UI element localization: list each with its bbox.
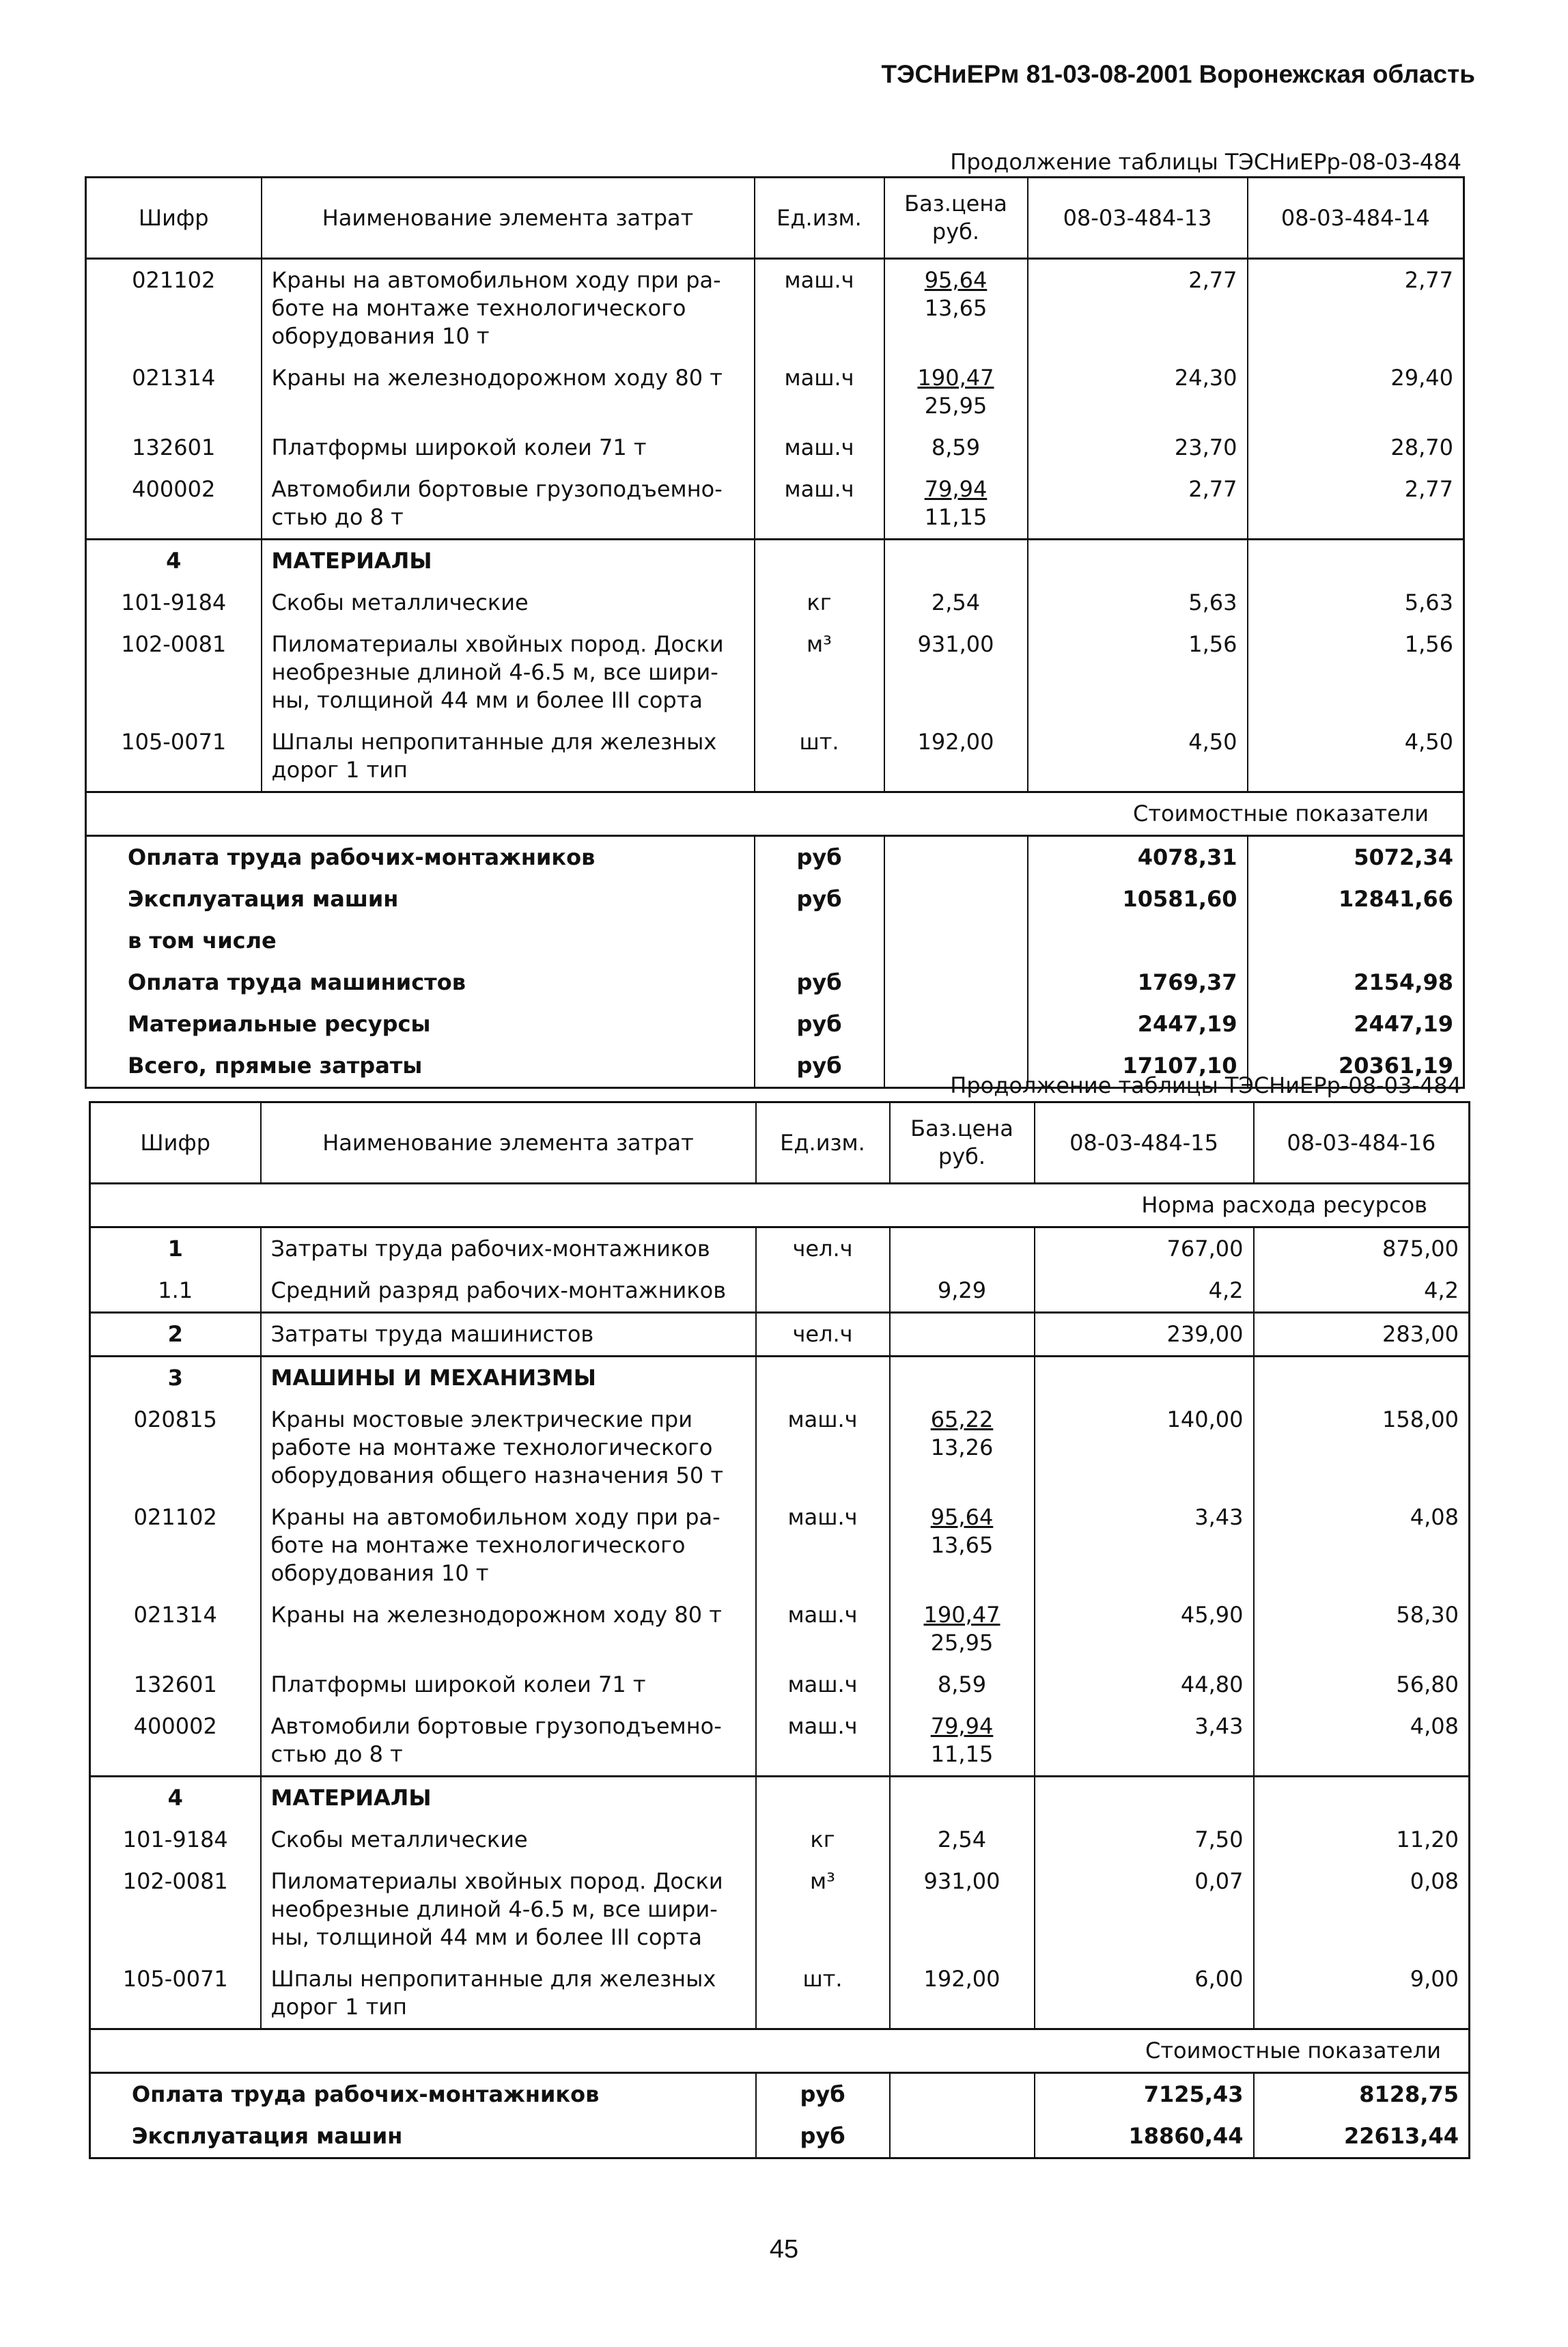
cost-unit: руб xyxy=(756,2115,890,2158)
section-title: МАТЕРИАЛЫ xyxy=(262,540,755,583)
row-value-1: 23,70 xyxy=(1028,427,1248,469)
price-numerator: 79,94 xyxy=(924,476,988,502)
cost-value-1: 7125,43 xyxy=(1035,2073,1254,2116)
row-unit: шт. xyxy=(755,721,884,792)
row-unit: м³ xyxy=(755,624,884,721)
cost-row xyxy=(90,2073,1470,2116)
row-code: 101-9184 xyxy=(86,582,262,624)
table2-costs xyxy=(90,2073,1470,2158)
price-wage-part: 11,15 xyxy=(924,504,988,530)
table-row xyxy=(90,1270,1470,1313)
row-value-2: 11,20 xyxy=(1396,1827,1459,1852)
row-value-1: 2,77 xyxy=(1028,259,1248,358)
table-row xyxy=(90,1819,1470,1861)
table-row xyxy=(90,1958,1470,2029)
row-code: 1.1 xyxy=(90,1270,261,1313)
row-value-2: 875,00 xyxy=(1382,1236,1459,1262)
cost-value-1: 18860,44 xyxy=(1035,2115,1254,2158)
row-code: 101-9184 xyxy=(90,1819,261,1861)
row-unit: маш.ч xyxy=(756,1706,890,1777)
row-value-1: 767,00 xyxy=(1035,1227,1254,1270)
table-row xyxy=(90,1706,1470,1777)
cost-unit: руб xyxy=(755,962,884,1003)
row-value-2: 1,56 xyxy=(1404,631,1453,657)
row-name: Скобы металлические xyxy=(262,582,755,624)
cost-label: Стоимостные показатели xyxy=(86,792,1464,836)
norm-label-row xyxy=(90,1184,1470,1227)
row-value-2: 56,80 xyxy=(1396,1671,1459,1697)
row-code: 132601 xyxy=(90,1664,261,1706)
norm-label: Норма расхода ресурсов xyxy=(90,1184,1470,1227)
row-value-1: 3,43 xyxy=(1035,1497,1254,1594)
cost-unit: руб xyxy=(756,2073,890,2116)
row-value-1: 45,90 xyxy=(1035,1594,1254,1664)
row-price: 192,00 xyxy=(884,721,1028,792)
row-name: Пиломатериалы хвойных пород. Доски необрезные длиной 4-6.5 м, все шири- ны, толщиной 44 мм и более III сорта xyxy=(261,1861,756,1958)
price-numerator: 95,64 xyxy=(930,1504,994,1530)
section-code: 4 xyxy=(90,1777,261,1820)
table2-materials xyxy=(90,1819,1470,2029)
row-name: Шпалы непропитанные для железных дорог 1 тип xyxy=(261,1958,756,2029)
row-value-2: 2,77 xyxy=(1404,267,1453,293)
row-unit: маш.ч xyxy=(755,357,884,427)
row-code: 020815 xyxy=(90,1399,261,1497)
section-code: 4 xyxy=(86,540,262,583)
cost-row xyxy=(90,2115,1470,2158)
cost-row xyxy=(86,920,1464,962)
row-unit: чел.ч xyxy=(756,1313,890,1357)
row-code: 102-0081 xyxy=(90,1861,261,1958)
row-price xyxy=(890,1313,1035,1357)
table-row xyxy=(90,1399,1470,1497)
row-price xyxy=(890,1706,1035,1777)
col-header-unit: Ед.изм. xyxy=(755,178,884,259)
row-price xyxy=(884,259,1028,358)
price-wage-part: 13,65 xyxy=(930,1532,994,1558)
row-code: 1 xyxy=(90,1227,261,1270)
row-price: 192,00 xyxy=(890,1958,1035,2029)
row-name: Автомобили бортовые грузоподъемно- стью до 8 т xyxy=(262,469,755,540)
row-price xyxy=(884,469,1028,540)
row-value-2: 9,00 xyxy=(1410,1966,1459,1992)
price-wage-part: 11,15 xyxy=(930,1741,994,1767)
row-value-2: 58,30 xyxy=(1396,1602,1459,1628)
cost-row xyxy=(86,962,1464,1003)
cost-value-1 xyxy=(1028,920,1248,962)
col-header-name: Наименование элемента затрат xyxy=(262,178,755,259)
col-header-price: Баз.цена руб. xyxy=(884,178,1028,259)
price-numerator: 190,47 xyxy=(923,1602,1000,1628)
row-unit: маш.ч xyxy=(756,1497,890,1594)
cost-value-1: 2447,19 xyxy=(1028,1003,1248,1045)
price-wage-part: 13,65 xyxy=(924,295,988,321)
row-price: 8,59 xyxy=(884,427,1028,469)
row-price xyxy=(890,1399,1035,1497)
row-value-1: 5,63 xyxy=(1028,582,1248,624)
row-value-2: 2,77 xyxy=(1404,476,1453,502)
row-value-2: 283,00 xyxy=(1254,1313,1470,1357)
row-name: Краны на автомобильном ходу при ра- боте на монтаже технологического оборудования 10 т xyxy=(261,1497,756,1594)
table-row xyxy=(86,357,1464,427)
cost-name: Эксплуатация машин xyxy=(90,2115,756,2158)
table1-machines xyxy=(86,259,1464,540)
row-value-2: 0,08 xyxy=(1410,1868,1459,1894)
cost-label: Стоимостные показатели xyxy=(90,2029,1470,2073)
table-row xyxy=(86,427,1464,469)
row-value-1: 4,2 xyxy=(1035,1270,1254,1313)
table-row xyxy=(86,469,1464,540)
cost-value-2: 8128,75 xyxy=(1254,2073,1470,2116)
row-value-1: 4,50 xyxy=(1028,721,1248,792)
col-header-price: Баз.цена руб. xyxy=(890,1102,1035,1184)
table-row xyxy=(86,582,1464,624)
table1 xyxy=(85,176,1465,1089)
row-price: 9,29 xyxy=(890,1270,1035,1313)
price-numerator: 190,47 xyxy=(917,365,994,391)
row-value-2: 5,63 xyxy=(1404,589,1453,615)
price-wage-part: 13,26 xyxy=(930,1434,994,1460)
table1-header-row xyxy=(86,178,1464,259)
row-price: 931,00 xyxy=(890,1861,1035,1958)
row-unit: кг xyxy=(755,582,884,624)
col-header-norm-13: 08-03-484-13 xyxy=(1028,178,1248,259)
page-number: 45 xyxy=(769,2235,799,2264)
cost-price xyxy=(890,2115,1035,2158)
page-header: ТЭСНиЕРм 81-03-08-2001 Воронежская область xyxy=(881,60,1475,88)
row-unit: маш.ч xyxy=(755,259,884,358)
row-value-1: 7,50 xyxy=(1035,1819,1254,1861)
table-row xyxy=(86,721,1464,792)
row-code: 2 xyxy=(90,1313,261,1357)
col-header-name: Наименование элемента затрат xyxy=(261,1102,756,1184)
cost-value-2: 2154,98 xyxy=(1354,969,1453,995)
section-title: МАШИНЫ И МЕХАНИЗМЫ xyxy=(261,1357,756,1400)
row-unit: маш.ч xyxy=(755,427,884,469)
row-name: Краны на автомобильном ходу при ра- боте на монтаже технологического оборудования 10 т xyxy=(262,259,755,358)
table-row xyxy=(90,1313,1470,1357)
row-price: 2,54 xyxy=(884,582,1028,624)
cost-price xyxy=(890,2073,1035,2116)
row-value-1: 140,00 xyxy=(1035,1399,1254,1497)
table-row xyxy=(90,1227,1470,1270)
row-code: 021314 xyxy=(90,1594,261,1664)
row-name: Средний разряд рабочих-монтажников xyxy=(261,1270,756,1313)
row-unit: маш.ч xyxy=(756,1594,890,1664)
price-numerator: 65,22 xyxy=(930,1406,994,1432)
row-price: 2,54 xyxy=(890,1819,1035,1861)
table2-caption: Продолжение таблицы ТЭСНиЕРр-08-03-484 xyxy=(950,1072,1461,1098)
row-code: 132601 xyxy=(86,427,262,469)
row-value-1: 6,00 xyxy=(1035,1958,1254,2029)
row-code: 021102 xyxy=(86,259,262,358)
cost-value-1: 17107,10 xyxy=(1028,1045,1248,1088)
col-header-norm-15: 08-03-484-15 xyxy=(1035,1102,1254,1184)
table2-header-row xyxy=(90,1102,1470,1184)
row-value-1: 239,00 xyxy=(1035,1313,1254,1357)
row-unit: м³ xyxy=(756,1861,890,1958)
row-code: 105-0071 xyxy=(90,1958,261,2029)
table-row xyxy=(86,624,1464,721)
table1-materials xyxy=(86,582,1464,792)
cost-name: Оплата труда рабочих-монтажников xyxy=(86,836,755,879)
cost-value-2: 12841,66 xyxy=(1338,886,1453,912)
row-name: Краны на железнодорожном ходу 80 т xyxy=(262,357,755,427)
row-unit: чел.ч xyxy=(756,1227,890,1270)
col-header-norm-14: 08-03-484-14 xyxy=(1248,178,1464,259)
cost-unit xyxy=(755,920,884,962)
cost-value-1: 4078,31 xyxy=(1028,836,1248,879)
row-value-2: 158,00 xyxy=(1382,1406,1459,1432)
row-value-2: 4,2 xyxy=(1424,1277,1459,1303)
cost-price xyxy=(884,962,1028,1003)
cost-price xyxy=(884,836,1028,879)
row-price: 931,00 xyxy=(884,624,1028,721)
price-numerator: 95,64 xyxy=(924,267,988,293)
row-value-2: 29,40 xyxy=(1390,365,1453,391)
row-price xyxy=(890,1497,1035,1594)
cost-unit: руб xyxy=(755,1003,884,1045)
row-code: 021102 xyxy=(90,1497,261,1594)
cost-row xyxy=(86,1003,1464,1045)
table1-costs xyxy=(86,836,1464,1088)
table1-caption: Продолжение таблицы ТЭСНиЕРр-08-03-484 xyxy=(950,149,1461,175)
row-code: 102-0081 xyxy=(86,624,262,721)
section-row xyxy=(86,540,1464,583)
section-row xyxy=(90,1357,1470,1400)
cost-name: Материальные ресурсы xyxy=(86,1003,755,1045)
section-row xyxy=(90,1777,1470,1820)
table2-labor xyxy=(90,1227,1470,1357)
row-value-2: 28,70 xyxy=(1390,434,1453,460)
row-name: Платформы широкой колеи 71 т xyxy=(261,1664,756,1706)
cost-name: Эксплуатация машин xyxy=(86,878,755,920)
row-value-2: 4,08 xyxy=(1410,1713,1459,1739)
cost-name: Всего, прямые затраты xyxy=(86,1045,755,1088)
cost-name: Оплата труда рабочих-монтажников xyxy=(90,2073,756,2116)
cost-value-1: 1769,37 xyxy=(1028,962,1248,1003)
row-name: Краны мостовые электрические при работе на монтаже технологического оборудования общего назначения 50 т xyxy=(261,1399,756,1497)
row-price xyxy=(890,1594,1035,1664)
price-wage-part: 25,95 xyxy=(930,1630,994,1656)
row-value-1: 2,77 xyxy=(1028,469,1248,540)
col-header-unit: Ед.изм. xyxy=(756,1102,890,1184)
cost-name: в том числе xyxy=(86,920,755,962)
cost-value-2 xyxy=(1248,920,1464,962)
cost-row xyxy=(86,878,1464,920)
table-row xyxy=(90,1664,1470,1706)
cost-price xyxy=(884,1003,1028,1045)
table2 xyxy=(89,1101,1470,2159)
table2-machines xyxy=(90,1399,1470,1777)
section-code: 3 xyxy=(90,1357,261,1400)
row-value-1: 0,07 xyxy=(1035,1861,1254,1958)
col-header-code: Шифр xyxy=(86,178,262,259)
row-value-1: 3,43 xyxy=(1035,1706,1254,1777)
row-unit: шт. xyxy=(756,1958,890,2029)
row-name: Затраты труда машинистов xyxy=(261,1313,756,1357)
cost-label-row xyxy=(90,2029,1470,2073)
row-value-1: 1,56 xyxy=(1028,624,1248,721)
row-name: Шпалы непропитанные для железных дорог 1 тип xyxy=(262,721,755,792)
table-row xyxy=(90,1594,1470,1664)
table-row xyxy=(86,259,1464,358)
row-value-1: 44,80 xyxy=(1035,1664,1254,1706)
row-unit: маш.ч xyxy=(755,469,884,540)
cost-unit: руб xyxy=(755,878,884,920)
row-name: Скобы металлические xyxy=(261,1819,756,1861)
row-name: Платформы широкой колеи 71 т xyxy=(262,427,755,469)
cost-value-2: 22613,44 xyxy=(1343,2123,1459,2149)
table-row xyxy=(90,1497,1470,1594)
row-code: 105-0071 xyxy=(86,721,262,792)
row-price: 8,59 xyxy=(890,1664,1035,1706)
cost-label-row xyxy=(86,792,1464,836)
cost-value-1: 10581,60 xyxy=(1028,878,1248,920)
cost-value-2: 2447,19 xyxy=(1354,1011,1453,1037)
cost-name: Оплата труда машинистов xyxy=(86,962,755,1003)
row-name: Затраты труда рабочих-монтажников xyxy=(261,1227,756,1270)
cost-value-2: 5072,34 xyxy=(1248,836,1464,879)
cost-price xyxy=(884,920,1028,962)
row-name: Краны на железнодорожном ходу 80 т xyxy=(261,1594,756,1664)
cost-row xyxy=(86,836,1464,879)
col-header-norm-16: 08-03-484-16 xyxy=(1254,1102,1470,1184)
row-value-1: 24,30 xyxy=(1028,357,1248,427)
cost-unit: руб xyxy=(755,1045,884,1088)
row-unit: маш.ч xyxy=(756,1399,890,1497)
row-name: Автомобили бортовые грузоподъемно- стью до 8 т xyxy=(261,1706,756,1777)
row-value-2: 4,08 xyxy=(1410,1504,1459,1530)
cost-value-2: 20361,19 xyxy=(1338,1053,1453,1079)
cost-unit: руб xyxy=(755,836,884,879)
row-price xyxy=(890,1227,1035,1270)
row-code: 400002 xyxy=(90,1706,261,1777)
row-unit xyxy=(756,1270,890,1313)
price-wage-part: 25,95 xyxy=(924,393,988,419)
price-numerator: 79,94 xyxy=(930,1713,994,1739)
row-code: 400002 xyxy=(86,469,262,540)
cost-price xyxy=(884,878,1028,920)
row-value-2: 4,50 xyxy=(1404,729,1453,755)
row-code: 021314 xyxy=(86,357,262,427)
table-row xyxy=(90,1861,1470,1958)
row-name: Пиломатериалы хвойных пород. Доски необрезные длиной 4-6.5 м, все шири- ны, толщиной 44 мм и более III сорта xyxy=(262,624,755,721)
row-unit: маш.ч xyxy=(756,1664,890,1706)
col-header-code: Шифр xyxy=(90,1102,261,1184)
row-price xyxy=(884,357,1028,427)
section-title: МАТЕРИАЛЫ xyxy=(261,1777,756,1820)
row-unit: кг xyxy=(756,1819,890,1861)
